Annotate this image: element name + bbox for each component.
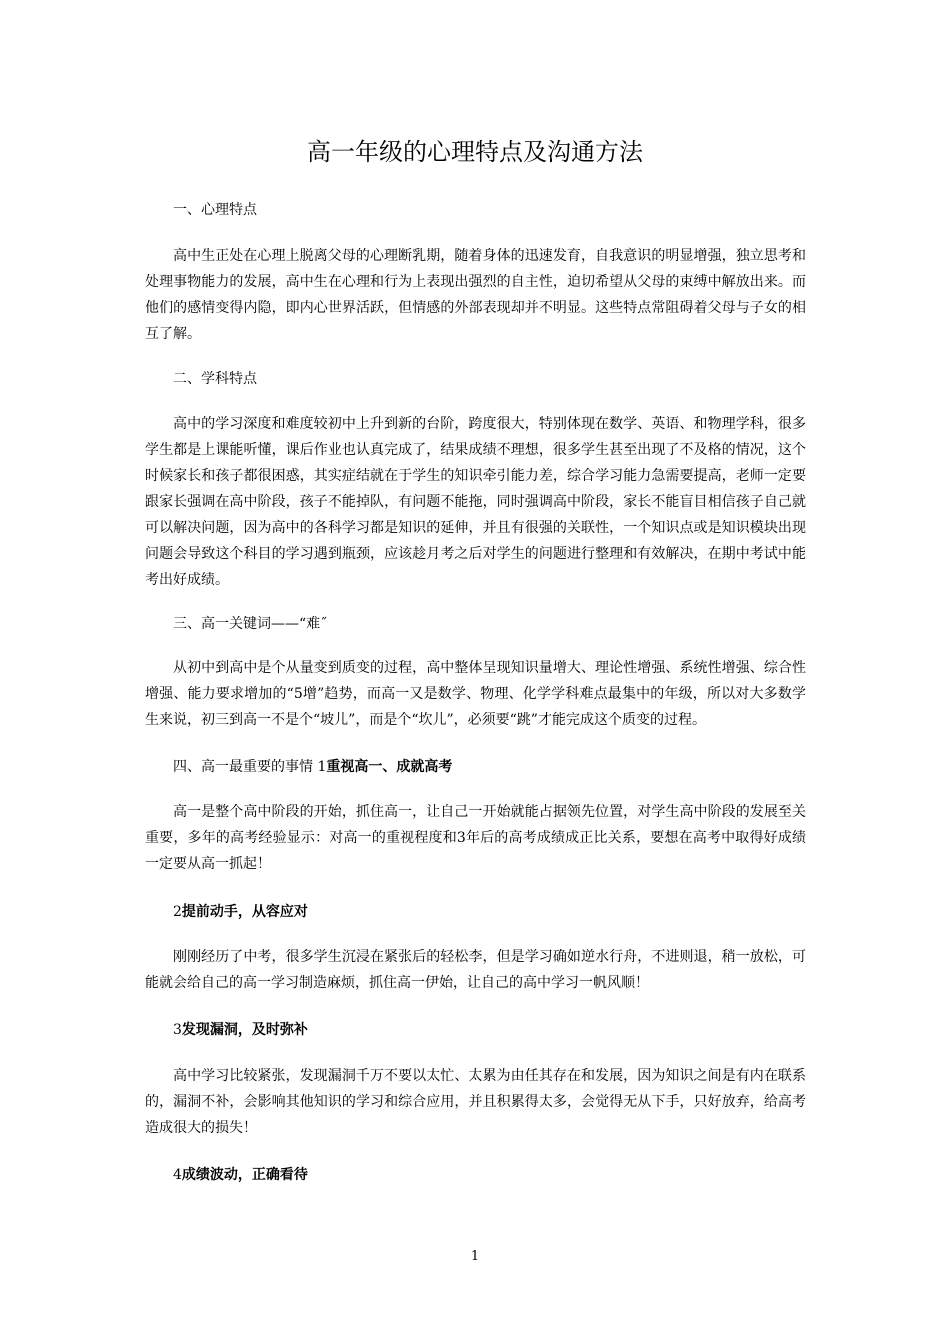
- page-number: 1: [470, 1249, 480, 1264]
- section-heading-bold: 发现漏洞，及时弥补: [181, 1022, 308, 1038]
- section-heading-keyword: 三、高一关键词——“难˝: [173, 616, 328, 632]
- section-paragraph-early-start: 刚刚经历了中考，很多学生沉浸在紧张后的轻松李，但是学习确如逆水行舟，不进则退，稍一放松，可能就会给自己的高一学习制造麻烦，抓住高一伊始，让自己的高中学习一帆风顺！: [145, 949, 806, 991]
- section-heading-prefix: 3: [173, 1022, 182, 1038]
- section-heading-prefix: 四、高一最重要的事情 1: [173, 759, 327, 775]
- section-heading-early-start: [173, 902, 308, 922]
- section-heading-most-important: [173, 757, 452, 777]
- section-heading-psychology: 一、心理特点: [173, 202, 257, 218]
- section-heading-bold: 成绩波动，正确看待: [181, 1167, 308, 1183]
- section-paragraph-psychology: 高中生正处在心理上脱离父母的心理断乳期，随着身体的迅速发育，自我意识的明显增强，独立思考和处理事物能力的发展，高中生在心理和行为上表现出强烈的自主性，迫切希望从父母的束缚中解放出来。而他们的感情变得内隐，即内心世界活跃，但情感的外部表现却并不明显。这些特点常阻碍着父母与子女的相互了解。: [145, 248, 806, 342]
- section-heading-prefix: 4: [173, 1167, 182, 1183]
- section-paragraph-subjects: 高中的学习深度和难度较初中上升到新的台阶，跨度很大，特别体现在数学、英语、和物理学科，很多学生都是上课能听懂，课后作业也认真完成了，结果成绩不理想，很多学生甚至出现了不及格的情况，这个时候家长和孩子都很困惑，其实症结就在于学生的知识牵引能力差，综合学习能力急需要提高，老师一定要跟家长强调在高中阶段，孩子不能掉队，有问题不能拖，同时强调高中阶段，家长不能盲目相信孩子自己就可以解决问题，因为高中的各科学习都是知识的延伸，并且有很强的关联性，一个知识点或是知识模块出现问题会导致这个科目的学习遇到瓶颈，应该趁月考之后对学生的问题进行整理和有效解决，在期中考试中能考出好成绩。: [145, 416, 806, 588]
- section-heading-subjects: 二、学科特点: [173, 371, 257, 387]
- document-title: 高一年级的心理特点及沟通方法: [307, 138, 643, 166]
- section-paragraph-fix-gaps: 高中学习比较紧张，发现漏洞千万不要以太忙、太累为由任其存在和发展，因为知识之间是有内在联系的，漏洞不补，会影响其他知识的学习和综合应用，并且积累得太多，会觉得无从下手，只好放弃，给高考造成很大的损失！: [145, 1068, 806, 1136]
- section-heading-bold: 重视高一、成就高考: [326, 759, 453, 775]
- section-heading-grade-fluctuation: [173, 1165, 308, 1185]
- section-heading-prefix: 2: [173, 904, 182, 920]
- section-paragraph-most-important: 高一是整个高中阶段的开始，抓住高一，让自己一开始就能占据领先位置，对学生高中阶段的发展至关重要，多年的高考经验显示：对高一的重视程度和3年后的高考成绩成正比关系，要想在高考中取得好成绩一定要从高一抓起！: [145, 804, 806, 872]
- section-paragraph-keyword: 从初中到高中是个从量变到质变的过程，高中整体呈现知识量增大、理论性增强、系统性增强、综合性增强、能力要求增加的“5增”趋势，而高一又是数学、物理、化学学科难点最集中的年级，所以对大多数学生来说，初三到高一不是个“坡儿”，而是个“坎儿”，必须要“跳”才能完成这个质变的过程。: [145, 660, 806, 728]
- section-heading-fix-gaps: [173, 1020, 308, 1040]
- section-heading-bold: 提前动手，从容应对: [181, 904, 308, 920]
